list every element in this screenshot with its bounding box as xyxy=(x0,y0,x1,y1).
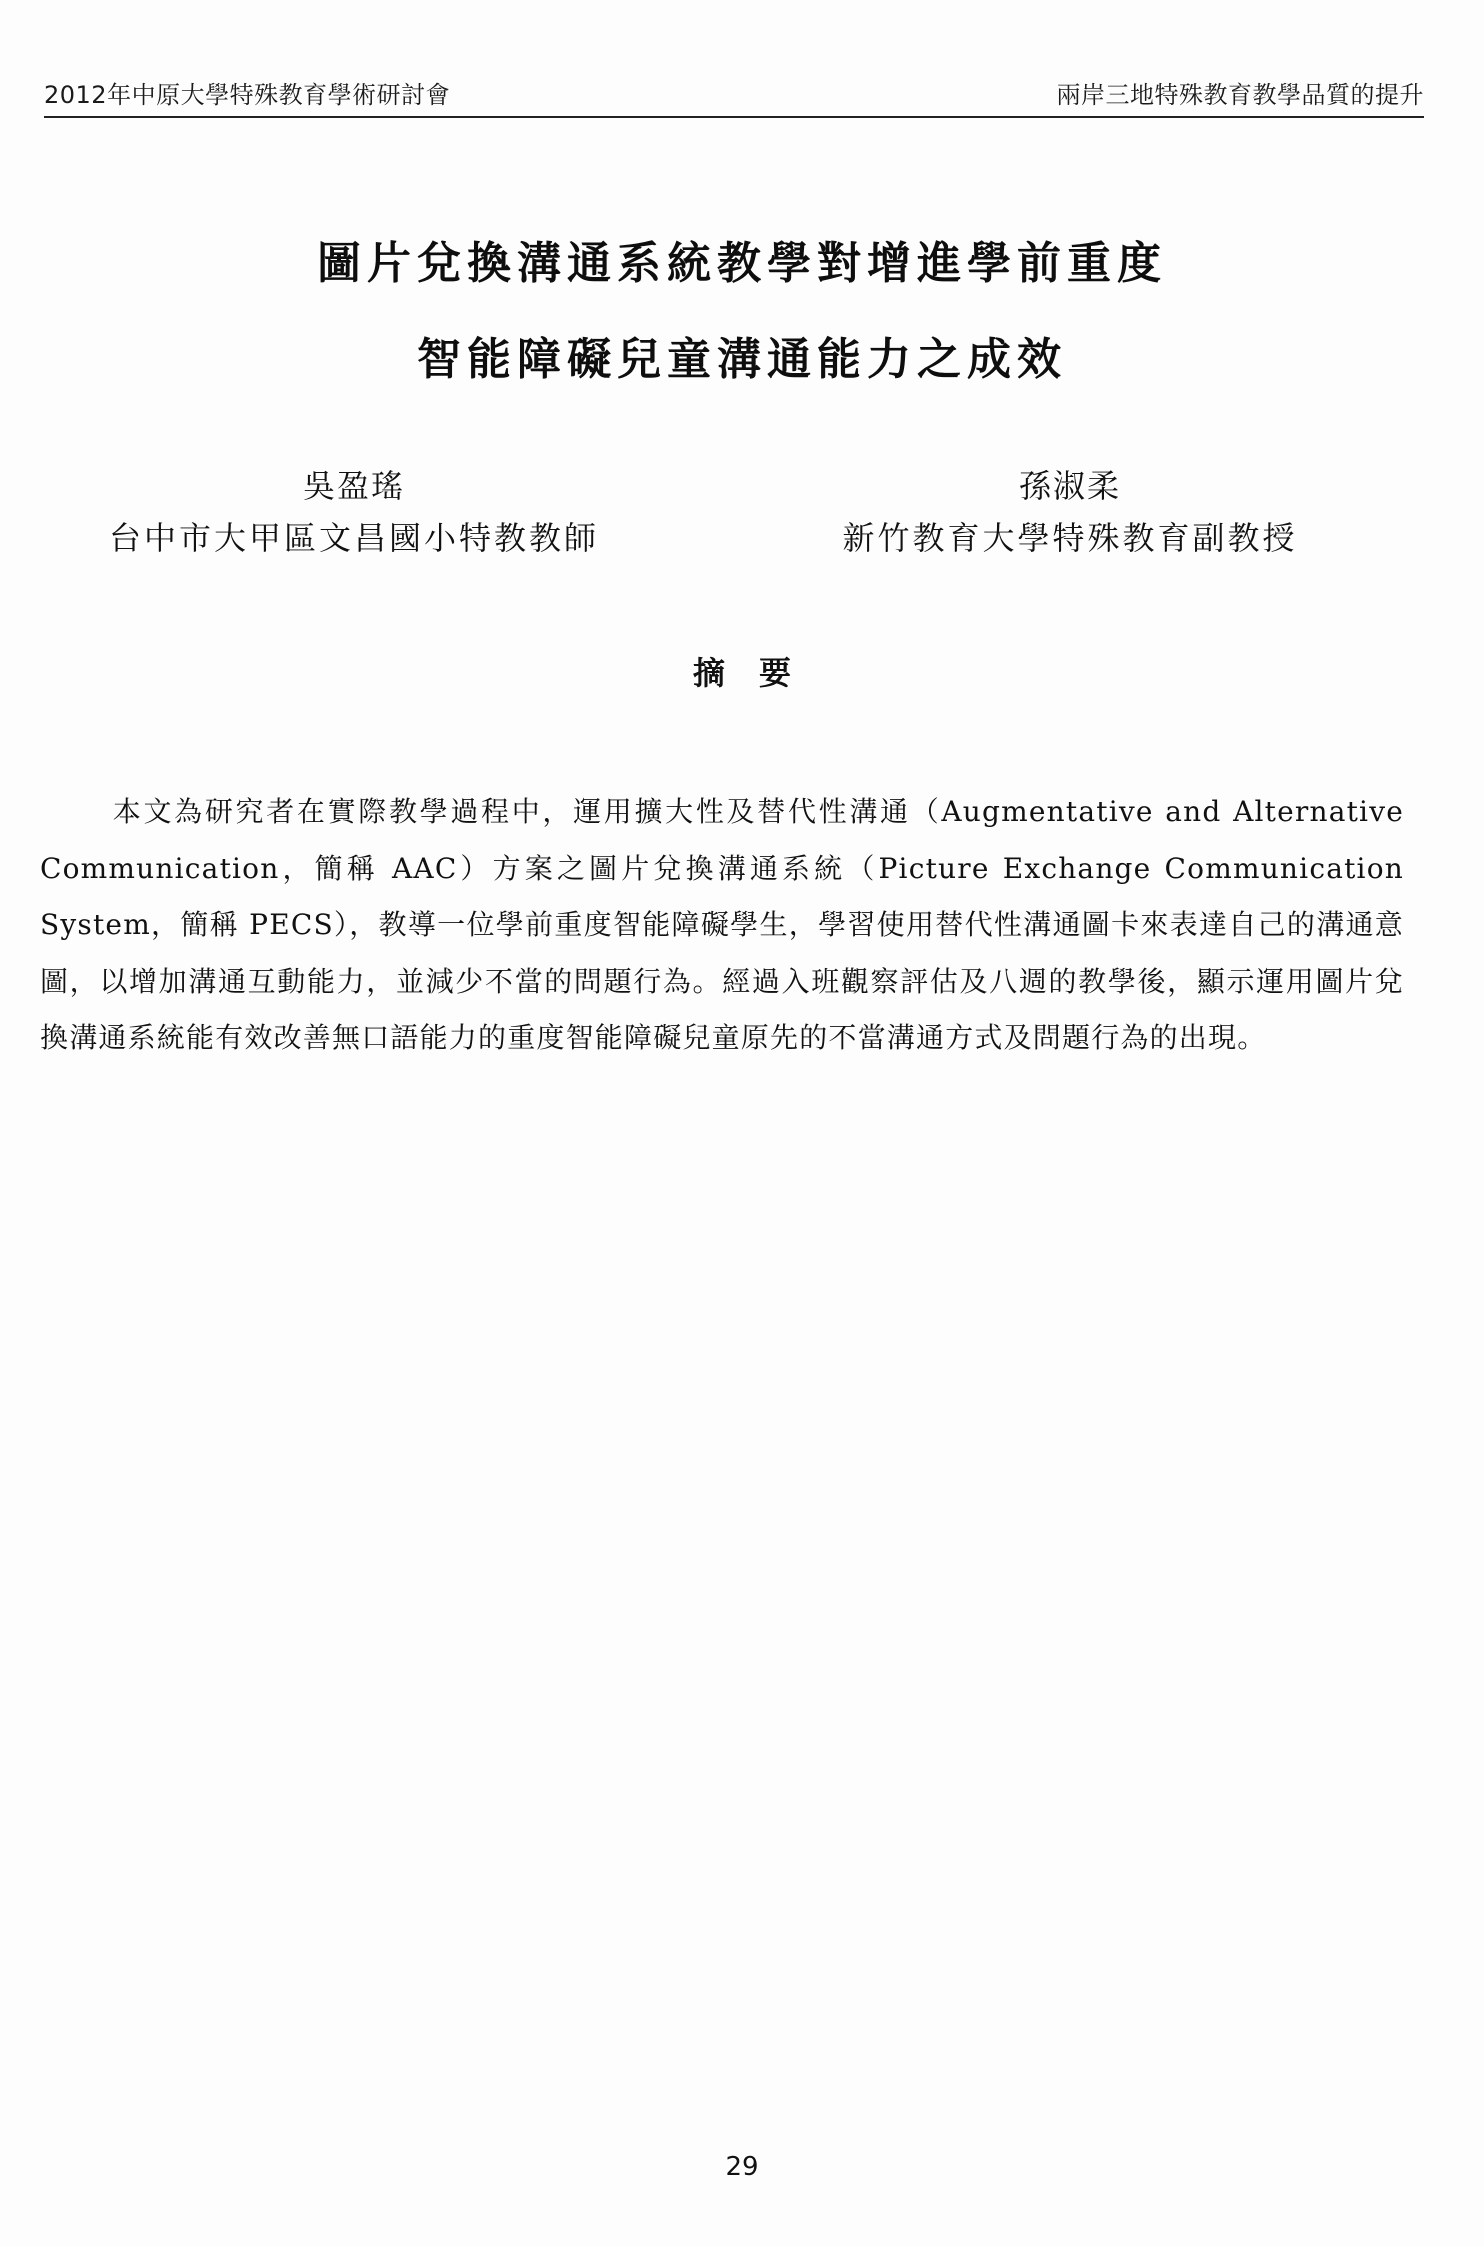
header-conference-theme: 兩岸三地特殊教育教學品質的提升 xyxy=(1056,81,1424,109)
paper-title xyxy=(0,216,1484,408)
author-2 xyxy=(760,462,1380,566)
page-number: 29 xyxy=(725,2152,759,2182)
header-conference-name: 2012年中原大學特殊教育學術研討會 xyxy=(44,81,451,109)
running-header xyxy=(44,76,1424,118)
abstract-body: 本文為研究者在實際教學過程中，運用擴大性及替代性溝通（Augmentative and Alternative Communication，簡稱 AAC）方案之圖片兌換溝通系統（Picture Exchange Communication System，簡稱 PECS），教導一位學前重度智能障礙學生，學習使用替代性溝通圖卡來表達自己的溝通意圖，以增加溝通互動能力，並減少不當的問題行為。經過入班觀察評估及八週的教學後，顯示運用圖片兌換溝通系統能有效改善無口語能力的重度智能障礙兒童原先的不當溝通方式及問題行為的出現。 xyxy=(40,795,1404,1054)
author-1-name: 吳盈瑤 xyxy=(302,467,405,505)
author-2-name: 孫淑柔 xyxy=(1018,467,1121,505)
author-1 xyxy=(44,462,664,566)
abstract-heading: 摘要 xyxy=(692,654,825,692)
author-2-affiliation: 新竹教育大學特殊教育副教授 xyxy=(842,519,1298,557)
paper-title-line-1: 圖片兌換溝通系統教學對增進學前重度 xyxy=(317,238,1167,289)
paper-title-line-2: 智能障礙兒童溝通能力之成效 xyxy=(417,334,1067,385)
author-1-affiliation: 台中市大甲區文昌國小特教教師 xyxy=(108,519,599,557)
